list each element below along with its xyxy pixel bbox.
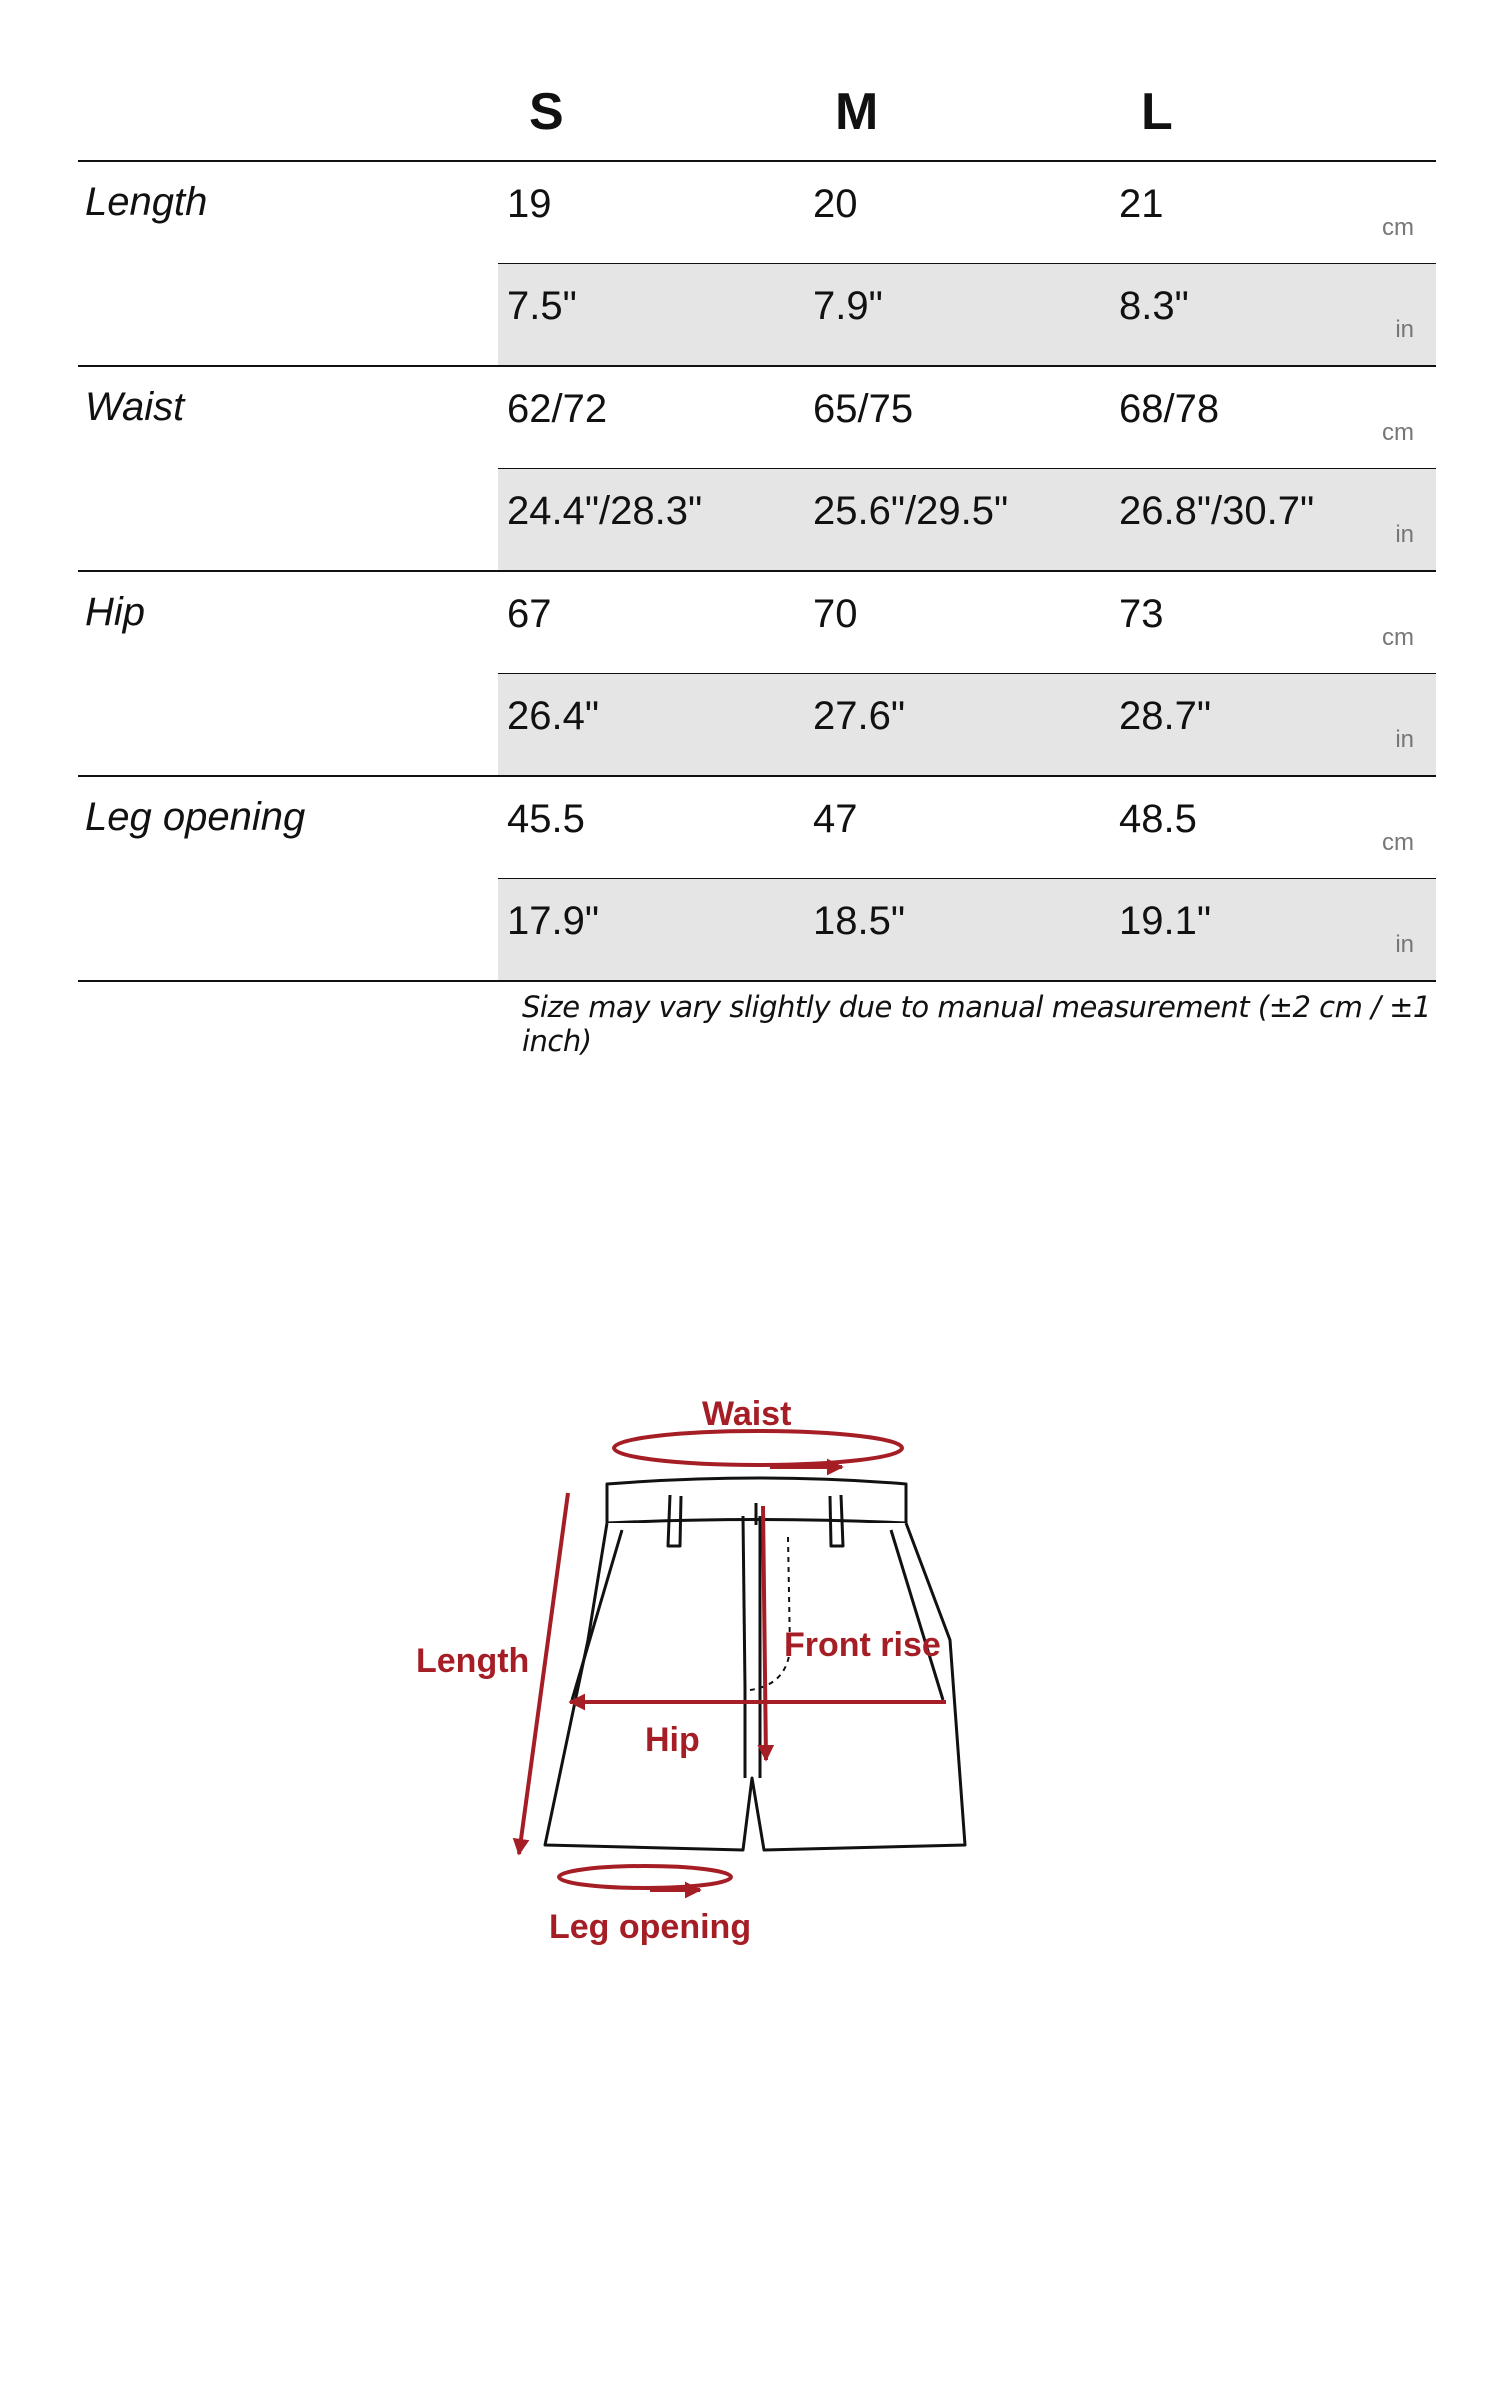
value-m-in: 27.6": [813, 694, 906, 738]
measurement-group-waist: [78, 367, 1436, 572]
unit-cm: cm: [1382, 419, 1414, 446]
value-l-cm: 73: [1119, 592, 1164, 636]
measurement-label: Waist: [85, 385, 185, 429]
value-m-cm: 70: [813, 592, 858, 636]
value-m-in: 25.6"/29.5": [813, 489, 1009, 533]
value-s-in: 17.9": [507, 899, 600, 943]
cm-row: [498, 572, 1436, 675]
unit-cm: cm: [1382, 214, 1414, 241]
value-l-in: 26.8"/30.7": [1119, 489, 1315, 533]
value-l-cm: 48.5: [1119, 797, 1197, 841]
unit-in: in: [1395, 931, 1414, 958]
measurement-label: Hip: [85, 590, 146, 634]
inch-row: [498, 879, 1436, 980]
measurement-note: Size may vary slightly due to manual measurement (±2 cm / ±1 inch): [522, 990, 1431, 1058]
value-s-in: 26.4": [507, 694, 600, 738]
value-l-in: 28.7": [1119, 694, 1212, 738]
unit-in: in: [1395, 726, 1414, 753]
inch-row: [498, 674, 1436, 775]
unit-in: in: [1395, 521, 1414, 548]
shorts-measurement-diagram: [0, 1360, 1500, 1980]
value-s-cm: 67: [507, 592, 552, 636]
value-m-cm: 65/75: [813, 387, 914, 431]
value-s-cm: 19: [507, 182, 552, 226]
inch-row: [498, 469, 1436, 570]
cm-row: [498, 777, 1436, 880]
size-header-m: M: [835, 83, 879, 141]
value-l-in: 19.1": [1119, 899, 1212, 943]
size-header-row: [78, 70, 1436, 162]
measurement-group-leg-opening: [78, 777, 1436, 982]
value-s-in: 7.5": [507, 284, 577, 328]
measurement-label: Leg opening: [85, 795, 306, 839]
size-header-l: L: [1141, 83, 1173, 141]
value-s-cm: 45.5: [507, 797, 585, 841]
leg-opening-label: Leg opening: [549, 1908, 752, 1946]
value-m-in: 7.9": [813, 284, 883, 328]
unit-cm: cm: [1382, 829, 1414, 856]
value-s-in: 24.4"/28.3": [507, 489, 703, 533]
value-m-cm: 47: [813, 797, 858, 841]
measurement-group-hip: [78, 572, 1436, 777]
front-rise-label: Front rise: [784, 1626, 941, 1664]
measurement-group-length: [78, 162, 1436, 367]
value-s-cm: 62/72: [507, 387, 608, 431]
cm-row: [498, 162, 1436, 265]
waist-label: Waist: [702, 1395, 792, 1433]
cm-row: [498, 367, 1436, 470]
size-chart-table: [78, 70, 1436, 982]
value-m-in: 18.5": [813, 899, 906, 943]
shorts-outline: [545, 1478, 965, 1850]
hip-label: Hip: [645, 1721, 700, 1759]
value-m-cm: 20: [813, 182, 858, 226]
value-l-cm: 68/78: [1119, 387, 1220, 431]
length-label: Length: [416, 1642, 530, 1680]
value-l-in: 8.3": [1119, 284, 1189, 328]
inch-row: [498, 264, 1436, 365]
unit-cm: cm: [1382, 624, 1414, 651]
unit-in: in: [1395, 316, 1414, 343]
measurement-label: Length: [85, 180, 208, 224]
value-l-cm: 21: [1119, 182, 1164, 226]
size-header-s: S: [529, 83, 564, 141]
